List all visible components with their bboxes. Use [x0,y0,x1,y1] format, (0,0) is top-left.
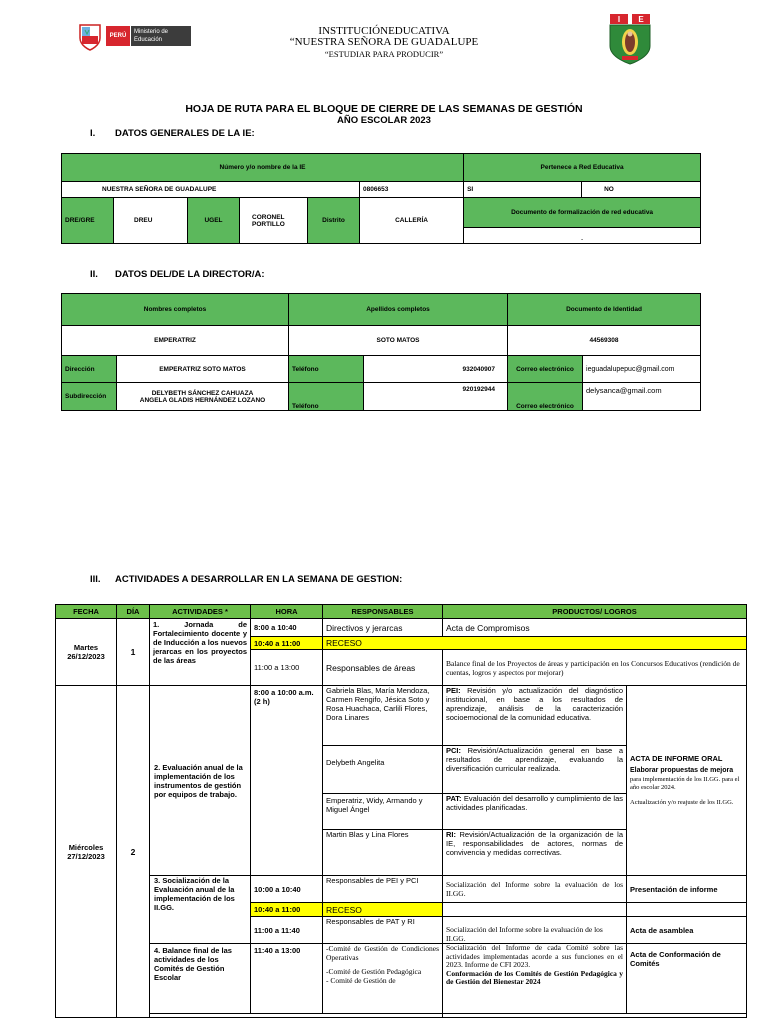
subdirection-names [117,383,289,411]
side-c: Actualización y/o reajuste de los II.GG. [630,798,734,806]
direction-email-label: Correo electrónico [508,356,583,383]
side-summary [627,686,747,876]
product-5-text: Evaluación del desarrollo y cumplimiento de las actividades planificadas. [446,794,623,812]
document-title: HOJA DE RUTA PARA EL BLOQUE DE CIERRE DE LAS SEMANAS DE GESTIÓN [185,103,583,115]
product-3 [443,686,627,746]
activity-3: 3. Socialización de la Evaluación anual de la implementación de los II.GG. [150,876,251,944]
header-productos: PRODUCTOS/ LOGROS [443,605,747,619]
time-9: 11:40 a 13:00 [251,944,323,1014]
section1-number: I. [90,128,96,139]
product-6 [443,830,627,876]
section2-number: II. [90,269,98,280]
section1-heading: DATOS GENERALES DE LA IE: [115,128,255,139]
doc-value: - [464,228,701,244]
activity-4: 4. Balance final de las actividades de los Comités de Gestión Escolar [150,944,251,1014]
day2-date: Miércoles 27/12/2023 [56,686,117,1018]
time-1: 8:00 a 10:40 [251,619,323,637]
product-3-text: Revisión y/o actualización del diagnóstico institucional, en base a los resultados de aprendizaje, análisis de la caracterización socioemocional de la comunidad educativa. [446,686,623,722]
section3-heading: ACTIVIDADES A DESARROLLAR EN LA SEMANA DE GESTION: [115,574,403,585]
header-fecha: FECHA [56,605,117,619]
subdirector-2: ANGELA GLADIS HERNÁNDEZ LOZANO [139,396,266,404]
director-surnames: SOTO MATOS [289,326,508,356]
direction-email: ieguadalupepuc@gmail.com [583,356,701,383]
school-line1: INSTITUCIÓNEDUCATIVA [318,25,450,37]
resp-9a: -Comité de Gestión de Condiciones Operativas [326,944,439,962]
product-3-key: PEI: [446,686,461,695]
doc-label: Documento de formalización de red educativa [464,198,701,228]
resp-5: Emperatriz, Widy, Armando y Miguel Ángel [323,794,443,830]
resp-6: Martin Blas y Lina Flores [323,830,443,876]
resp-9b: -Comité de Gestión Pedagógica [326,967,422,976]
subdirection-email-label: Correo electrónico [508,383,583,411]
crest-letter-i: I [617,15,621,24]
table-continuation [150,1014,443,1018]
section2-heading: DATOS DEL/DE LA DIRECTOR/A: [115,269,265,280]
minedu-logo [76,22,191,52]
time-8: 11:00 a 11:40 [251,917,323,944]
day1-number: 1 [117,619,150,686]
ie-data-table [61,153,701,244]
minedu-country: PERÚ [106,26,130,46]
product-7: Socialización del Informe sobre la evaluación de los II.GG. [443,876,627,903]
ugel-label: UGEL [188,198,240,244]
resp-1: Directivos y jerarcas [323,619,443,637]
product-9a: Socialización del Informe de cada Comité sobre las actividades implementadas acorde a sus funciones en el 2023. Informe de CFI 2023. [446,943,623,969]
director-names: EMPERATRIZ [62,326,289,356]
crest-icon [608,12,652,66]
director-table [61,293,701,411]
peru-shield-icon [76,22,104,52]
product-5 [443,794,627,830]
product-9b: Conformación de los Comités de Gestión Pedagógica y de Gestión del Bienestar 2024 [446,968,623,986]
recess-2: RECESO [323,903,443,917]
table-continuation-b [443,1014,747,1018]
product-6-key: RI: [446,830,456,839]
header-actividades: ACTIVIDADES * [150,605,251,619]
network-no: NO [582,182,701,198]
director-id: 44569308 [508,326,701,356]
side-b2: para implementación de los II.GG. para el año escolar 2024. [630,775,740,792]
product-4-text: Revisión/Actualización general en base a resultados de aprendizaje, evaluando la diversificación curricular realizada. [446,746,623,773]
activity-1: 1. Jornada de Fortalecimiento docente y de Inducción a los nuevos jerarcas en los proyectos de las áreas [150,619,251,686]
side-9: Acta de Conformación de Comités [627,944,747,1014]
school-motto: “ESTUDIAR PARA PRODUCIR” [324,49,444,59]
ie-code: 0806653 [360,182,464,198]
time-3: 8:00 a 10:00 a.m. (2 h) [251,686,323,876]
day1-date: Martes 26/12/2023 [56,619,117,686]
subdirection-phone: 920192944 [364,383,508,411]
time-2: 11:00 a 13:00 [251,650,323,686]
product-4 [443,746,627,794]
header-hora: HORA [251,605,323,619]
network-si: SI [464,182,582,198]
recess-time-1: 10:40 a 11:00 [251,637,323,650]
direction-phone-label: Teléfono [289,356,364,383]
school-crest [608,12,652,66]
section3-number: III. [90,574,101,585]
document-year: AÑO ESCOLAR 2023 [337,115,431,126]
subdirection-label: Subdirección [62,383,117,411]
product-5-key: PAT: [446,794,462,803]
side-8: Acta de asamblea [627,917,747,944]
side-b [630,767,743,793]
direction-phone: 932040907 [364,356,508,383]
resp-4: Delybeth Angelita [323,746,443,794]
direction-name: EMPERATRIZ SOTO MATOS [117,356,289,383]
header-network: Pertenece a Red Educativa [464,154,701,182]
side-b1: Elaborar propuestas de mejora [630,767,734,775]
resp-9 [323,944,443,1014]
time-7: 10:00 a 10:40 [251,876,323,903]
product-9 [443,944,627,1014]
side-title: ACTA DE INFORME ORAL [630,754,723,764]
activity-2: 2. Evaluación anual de la implementación de los instrumentos de gestión por equipos de trabajo. [150,686,251,876]
direction-label: Dirección [62,356,117,383]
dre-label: DRE/GRE [62,198,114,244]
header-id: Documento de Identidad [508,294,701,326]
product-4-key: PCI: [446,746,461,755]
product-6-text: Revisión/Actualización de la organización de la IE, responsabilidades de actores, normas de convivencia y medidas correctivas. [446,830,623,857]
header-surnames: Apellidos completos [289,294,508,326]
school-line2: “NUESTRA SEÑORA DE GUADALUPE [289,36,479,48]
ie-name [62,182,360,198]
minedu-name: Ministerio de Educación [131,26,191,46]
recess-1: RECESO [323,637,747,650]
product-2: Balance final de los Proyectos de áreas y participación en los Concursos Educativos (rendición de cuentas, logros y aspectos por mejorar) [443,650,747,686]
activities-table [55,604,747,1018]
subdirection-phone-label: Teléfono [289,383,364,411]
product-1: Acta de Compromisos [443,619,747,637]
day2-number: 2 [117,686,150,1018]
resp-3: Gabriela Blas, María Mendoza, Carmen Rengifo, Jésica Soto y Rosa Huachaca, Carlili Flores, Dora Linares [323,686,443,746]
product-8: Socialización del Informe sobre la evaluación de los II.GG. [443,917,627,944]
crest-letter-e: E [638,15,644,24]
header-ie-name: Número y/o nombre de la IE [62,154,464,182]
ie-name-text: NUESTRA SEÑORA DE GUADALUPE [102,186,217,193]
recess-2-empty-a [443,903,627,917]
resp-7: Responsables de PEI y PCI [323,876,443,903]
subdirection-email: delysanca@gmail.com [583,383,701,411]
district-value: CALLERÍA [360,198,464,244]
header-dia: DÍA [117,605,150,619]
recess-time-2: 10:40 a 11:00 [251,903,323,917]
resp-8: Responsables de PAT y RI [323,917,443,944]
header-names: Nombres completos [62,294,289,326]
header-responsables: RESPONSABLES [323,605,443,619]
side-7: Presentación de informe [627,876,747,903]
ugel-value: CORONEL PORTILLO [240,198,308,244]
recess-2-empty-b [627,903,747,917]
resp-2: Responsables de áreas [323,650,443,686]
dre-value: DREU [114,198,188,244]
subdirector-1: DELYBETH SÁNCHEZ CAHUAZA [151,389,254,397]
district-label: Distrito [308,198,360,244]
resp-9c: - Comité de Gestión de [326,976,396,985]
